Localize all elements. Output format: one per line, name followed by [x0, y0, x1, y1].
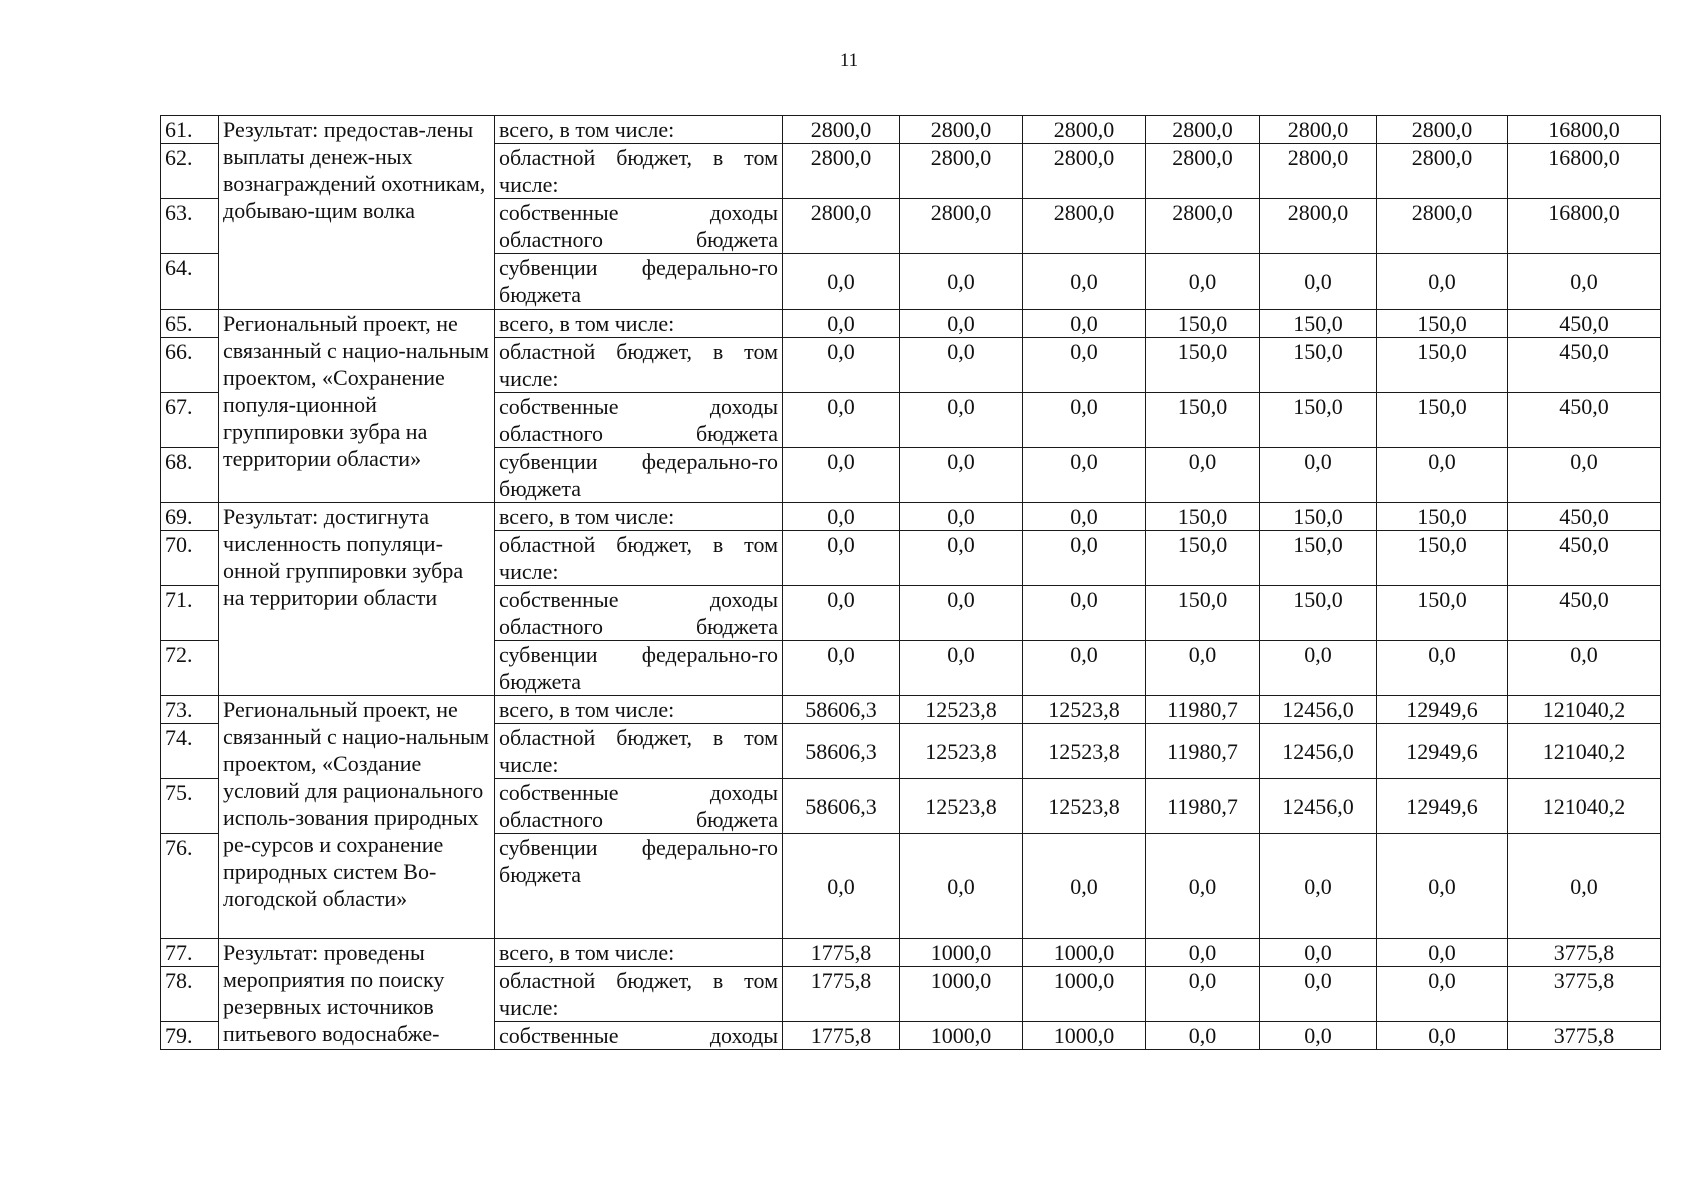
- year-value: 1775,8: [783, 967, 900, 1022]
- year-value: 0,0: [1377, 448, 1508, 503]
- row-number: 76.: [161, 834, 219, 939]
- funding-source: собственные доходы областного бюджета: [495, 586, 783, 641]
- year-value: 150,0: [1146, 503, 1260, 531]
- year-value: 58606,3: [783, 696, 900, 724]
- activity-description: Результат: предостав-лены выплаты денеж-ных вознаграждений охотникам, добываю-щим волка: [219, 116, 495, 310]
- funding-source: собственные доходы областного бюджета: [495, 779, 783, 834]
- funding-source: всего, в том числе:: [495, 503, 783, 531]
- year-value: 2800,0: [900, 116, 1023, 144]
- year-value: 0,0: [1260, 834, 1377, 939]
- year-value: 0,0: [783, 254, 900, 310]
- funding-source: областной бюджет, в том числе:: [495, 724, 783, 779]
- activity-description: Региональный проект, не связанный с нацио-нальным проектом, «Создание условий для рационального исполь-зования природных ре-сурсов и сохранение природных систем Во-логодской области»: [219, 696, 495, 939]
- year-value: 11980,7: [1146, 779, 1260, 834]
- year-value: 1000,0: [1023, 1022, 1146, 1050]
- year-value: 0,0: [1146, 641, 1260, 696]
- row-number: 74.: [161, 724, 219, 779]
- year-value: 2800,0: [900, 199, 1023, 254]
- table-row: [161, 939, 1661, 967]
- total-value: 450,0: [1508, 503, 1661, 531]
- row-number: 68.: [161, 448, 219, 503]
- year-value: 2800,0: [1377, 116, 1508, 144]
- year-value: 1000,0: [900, 967, 1023, 1022]
- year-value: 11980,7: [1146, 724, 1260, 779]
- year-value: 0,0: [900, 586, 1023, 641]
- total-value: 121040,2: [1508, 696, 1661, 724]
- year-value: 0,0: [900, 338, 1023, 393]
- year-value: 2800,0: [783, 199, 900, 254]
- year-value: 0,0: [1377, 939, 1508, 967]
- total-value: 3775,8: [1508, 939, 1661, 967]
- year-value: 12523,8: [900, 724, 1023, 779]
- year-value: 0,0: [1023, 586, 1146, 641]
- row-number: 78.: [161, 967, 219, 1022]
- year-value: 0,0: [1260, 254, 1377, 310]
- year-value: 12523,8: [1023, 779, 1146, 834]
- row-number: 75.: [161, 779, 219, 834]
- funding-source: областной бюджет, в том числе:: [495, 144, 783, 199]
- year-value: 2800,0: [1023, 199, 1146, 254]
- year-value: 2800,0: [1146, 116, 1260, 144]
- year-value: 2800,0: [783, 116, 900, 144]
- year-value: 12456,0: [1260, 696, 1377, 724]
- year-value: 58606,3: [783, 779, 900, 834]
- activity-description: Результат: проведены мероприятия по поиску резервных источников питьевого водоснабже-: [219, 939, 495, 1050]
- year-value: 1000,0: [1023, 967, 1146, 1022]
- year-value: 12456,0: [1260, 779, 1377, 834]
- funding-source: собственные доходы областного бюджета: [495, 199, 783, 254]
- total-value: 450,0: [1508, 531, 1661, 586]
- year-value: 0,0: [1146, 834, 1260, 939]
- row-number: 66.: [161, 338, 219, 393]
- year-value: 2800,0: [1260, 116, 1377, 144]
- year-value: 0,0: [1023, 338, 1146, 393]
- row-number: 72.: [161, 641, 219, 696]
- year-value: 0,0: [783, 338, 900, 393]
- row-number: 77.: [161, 939, 219, 967]
- table-row: [161, 116, 1661, 144]
- year-value: 150,0: [1377, 503, 1508, 531]
- year-value: 0,0: [1023, 503, 1146, 531]
- year-value: 2800,0: [1377, 144, 1508, 199]
- year-value: 0,0: [1377, 834, 1508, 939]
- row-number: 63.: [161, 199, 219, 254]
- year-value: 2800,0: [1260, 199, 1377, 254]
- year-value: 12949,6: [1377, 696, 1508, 724]
- year-value: 11980,7: [1146, 696, 1260, 724]
- year-value: 0,0: [1377, 967, 1508, 1022]
- total-value: 450,0: [1508, 310, 1661, 338]
- total-value: 3775,8: [1508, 1022, 1661, 1050]
- year-value: 0,0: [1377, 254, 1508, 310]
- row-number: 65.: [161, 310, 219, 338]
- funding-source: всего, в том числе:: [495, 116, 783, 144]
- year-value: 0,0: [783, 503, 900, 531]
- year-value: 150,0: [1146, 586, 1260, 641]
- total-value: 121040,2: [1508, 779, 1661, 834]
- year-value: 12523,8: [1023, 724, 1146, 779]
- year-value: 150,0: [1260, 503, 1377, 531]
- year-value: 12523,8: [900, 779, 1023, 834]
- year-value: 0,0: [1146, 1022, 1260, 1050]
- year-value: 12523,8: [900, 696, 1023, 724]
- year-value: 2800,0: [900, 144, 1023, 199]
- year-value: 0,0: [900, 448, 1023, 503]
- table-row: [161, 310, 1661, 338]
- year-value: 150,0: [1377, 531, 1508, 586]
- funding-source: областной бюджет, в том числе:: [495, 531, 783, 586]
- year-value: 12523,8: [1023, 696, 1146, 724]
- funding-source: собственные доходы: [495, 1022, 783, 1050]
- year-value: 150,0: [1146, 531, 1260, 586]
- year-value: 0,0: [783, 531, 900, 586]
- funding-source: субвенции федерально-го бюджета: [495, 641, 783, 696]
- funding-source: всего, в том числе:: [495, 939, 783, 967]
- row-number: 73.: [161, 696, 219, 724]
- total-value: 450,0: [1508, 393, 1661, 448]
- funding-source: всего, в том числе:: [495, 696, 783, 724]
- funding-source: областной бюджет, в том числе:: [495, 967, 783, 1022]
- total-value: 450,0: [1508, 586, 1661, 641]
- year-value: 0,0: [1023, 254, 1146, 310]
- year-value: 2800,0: [1260, 144, 1377, 199]
- total-value: 16800,0: [1508, 144, 1661, 199]
- total-value: 0,0: [1508, 254, 1661, 310]
- page-number: 11: [839, 50, 859, 71]
- year-value: 150,0: [1377, 393, 1508, 448]
- row-number: 64.: [161, 254, 219, 310]
- year-value: 150,0: [1377, 338, 1508, 393]
- year-value: 1775,8: [783, 1022, 900, 1050]
- row-number: 69.: [161, 503, 219, 531]
- year-value: 2800,0: [1023, 116, 1146, 144]
- year-value: 0,0: [1260, 641, 1377, 696]
- funding-source: всего, в том числе:: [495, 310, 783, 338]
- year-value: 0,0: [1260, 1022, 1377, 1050]
- total-value: 0,0: [1508, 641, 1661, 696]
- row-number: 61.: [161, 116, 219, 144]
- year-value: 0,0: [783, 834, 900, 939]
- year-value: 58606,3: [783, 724, 900, 779]
- year-value: 0,0: [1146, 939, 1260, 967]
- year-value: 0,0: [783, 448, 900, 503]
- year-value: 0,0: [900, 503, 1023, 531]
- funding-source: субвенции федерально-го бюджета: [495, 834, 783, 939]
- year-value: 2800,0: [1377, 199, 1508, 254]
- funding-source: субвенции федерально-го бюджета: [495, 254, 783, 310]
- year-value: 1775,8: [783, 939, 900, 967]
- total-value: 450,0: [1508, 338, 1661, 393]
- total-value: 16800,0: [1508, 199, 1661, 254]
- funding-source: субвенции федерально-го бюджета: [495, 448, 783, 503]
- total-value: 0,0: [1508, 448, 1661, 503]
- year-value: 0,0: [1023, 393, 1146, 448]
- total-value: 0,0: [1508, 834, 1661, 939]
- activity-description: Результат: достигнута численность популяци-онной группировки зубра на территории области: [219, 503, 495, 696]
- year-value: 12949,6: [1377, 779, 1508, 834]
- year-value: 150,0: [1146, 338, 1260, 393]
- year-value: 0,0: [1146, 254, 1260, 310]
- row-number: 67.: [161, 393, 219, 448]
- year-value: 150,0: [1260, 393, 1377, 448]
- year-value: 150,0: [1260, 310, 1377, 338]
- row-number: 70.: [161, 531, 219, 586]
- total-value: 121040,2: [1508, 724, 1661, 779]
- year-value: 12949,6: [1377, 724, 1508, 779]
- table-row: [161, 696, 1661, 724]
- total-value: 16800,0: [1508, 116, 1661, 144]
- year-value: 0,0: [783, 393, 900, 448]
- year-value: 0,0: [1377, 641, 1508, 696]
- year-value: 0,0: [1146, 448, 1260, 503]
- year-value: 0,0: [783, 641, 900, 696]
- year-value: 2800,0: [1146, 199, 1260, 254]
- row-number: 71.: [161, 586, 219, 641]
- year-value: 150,0: [1260, 338, 1377, 393]
- year-value: 12456,0: [1260, 724, 1377, 779]
- budget-table: [160, 115, 1661, 1050]
- year-value: 0,0: [900, 531, 1023, 586]
- year-value: 150,0: [1146, 393, 1260, 448]
- year-value: 0,0: [900, 310, 1023, 338]
- year-value: 0,0: [783, 586, 900, 641]
- year-value: 1000,0: [1023, 939, 1146, 967]
- year-value: 0,0: [1023, 834, 1146, 939]
- year-value: 2800,0: [783, 144, 900, 199]
- year-value: 0,0: [783, 310, 900, 338]
- year-value: 0,0: [1377, 1022, 1508, 1050]
- year-value: 0,0: [1260, 939, 1377, 967]
- year-value: 0,0: [1023, 531, 1146, 586]
- year-value: 0,0: [1023, 448, 1146, 503]
- year-value: 0,0: [1023, 310, 1146, 338]
- funding-source: областной бюджет, в том числе:: [495, 338, 783, 393]
- year-value: 1000,0: [900, 939, 1023, 967]
- year-value: 0,0: [900, 393, 1023, 448]
- year-value: 1000,0: [900, 1022, 1023, 1050]
- year-value: 0,0: [1023, 641, 1146, 696]
- row-number: 62.: [161, 144, 219, 199]
- total-value: 3775,8: [1508, 967, 1661, 1022]
- year-value: 150,0: [1146, 310, 1260, 338]
- year-value: 2800,0: [1023, 144, 1146, 199]
- year-value: 150,0: [1260, 531, 1377, 586]
- funding-source: собственные доходы областного бюджета: [495, 393, 783, 448]
- year-value: 0,0: [1260, 448, 1377, 503]
- budget-table-body: [161, 116, 1661, 1050]
- year-value: 150,0: [1377, 310, 1508, 338]
- year-value: 150,0: [1260, 586, 1377, 641]
- table-row: [161, 503, 1661, 531]
- activity-description: Региональный проект, не связанный с нацио-нальным проектом, «Сохранение популя-ционной группировки зубра на территории области»: [219, 310, 495, 503]
- year-value: 0,0: [1260, 967, 1377, 1022]
- row-number: 79.: [161, 1022, 219, 1050]
- year-value: 2800,0: [1146, 144, 1260, 199]
- year-value: 150,0: [1377, 586, 1508, 641]
- year-value: 0,0: [900, 641, 1023, 696]
- year-value: 0,0: [900, 254, 1023, 310]
- year-value: 0,0: [900, 834, 1023, 939]
- year-value: 0,0: [1146, 967, 1260, 1022]
